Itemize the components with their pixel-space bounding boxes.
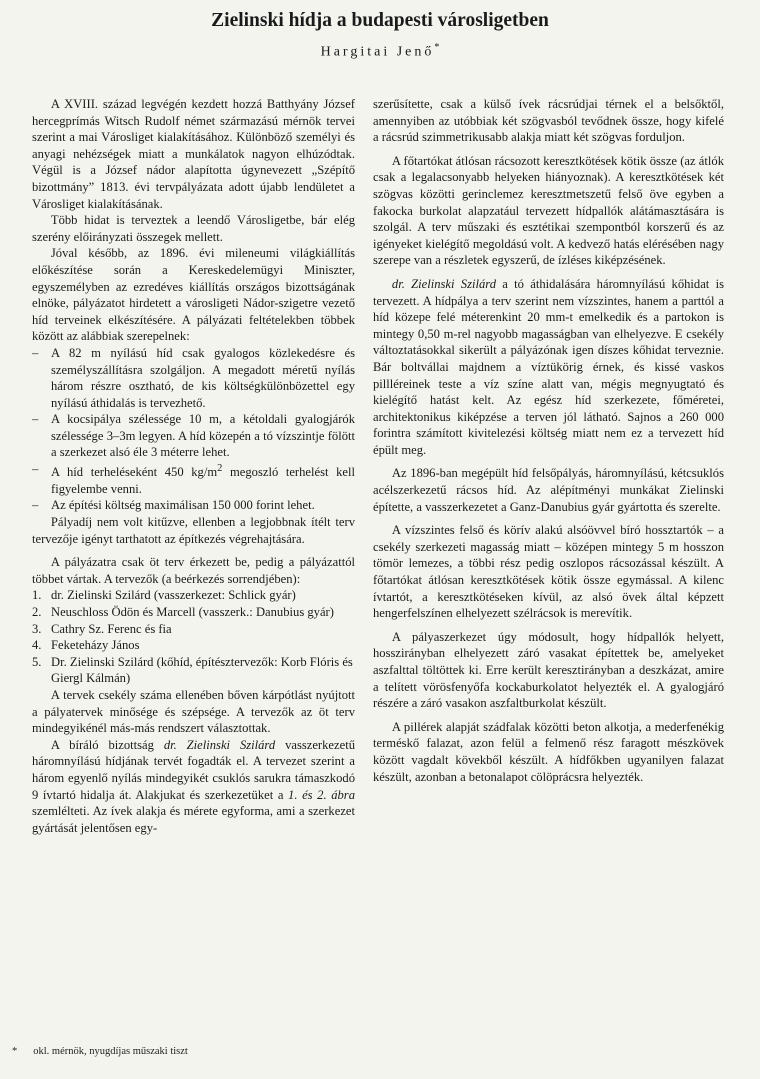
author-line bbox=[0, 42, 760, 61]
footnote bbox=[12, 1046, 188, 1057]
paragraph: A tervek csekély száma ellenében bőven kárpótlást nyújtott a pályatervek minősége és szépsége. A tervezők az öt terv mindegyikénél más-más rendszert választottak. bbox=[32, 687, 355, 736]
load-unit-exponent: 2 bbox=[217, 463, 223, 475]
paragraph: Az 1896-ban megépült híd felsőpályás, háromnyílású, kétcsuklós acélszerkezetű rácsos híd. Az alépítményi munkákat Zielinski építette, a vasszerkezetet a Ganz-Danubius gyár gyártotta és szerelte. bbox=[373, 466, 724, 514]
paragraph: Pályadíj nem volt kitűzve, ellenben a legjobbnak ítélt terv tervezője igényt tarthatott az építkezés végrehajtására. bbox=[32, 515, 355, 546]
entry-number: 5. bbox=[32, 654, 42, 669]
figure-reference: 1. és 2. ábra bbox=[288, 787, 355, 802]
list-item bbox=[32, 637, 355, 654]
entry-text: Feketeházy János bbox=[51, 638, 140, 653]
right-column bbox=[373, 96, 724, 785]
paragraph: A pályázatra csak öt terv érkezett be, pedig a pályázattól többet vártak. A tervezők (a beérkezés sorrendjében): bbox=[32, 555, 355, 586]
text-run: vasszerkezetű háromnyílású hídjának tervét fogadták el. A tervezet szerint a három egyenlő nyílás mindegyikét csuklós sarukra támaszkodó 9 ívtartó hidalja át. Alakjukat és szerkezetüket a bbox=[32, 737, 355, 802]
list-item bbox=[32, 461, 355, 497]
list-item bbox=[32, 587, 355, 604]
list-item bbox=[32, 621, 355, 638]
footnote-mark: * bbox=[12, 1046, 18, 1057]
paragraph: A vízszintes felső és körív alakú alsóövvel bíró hossztartók – a csekély szerkezeti magasság miatt – középen mintegy 5 m hosszon tömör lemezes, a többi rész pedig oszlopos rácsozással készült. A főtartókat átlósan keresztkötések kötik össze egymással. A kilenc ívtartót, a keresztkötéseken kívül, az alsó övek által képzett hengerfelszínen elhelyezett szélrácsok is merevítik. bbox=[373, 523, 724, 621]
text-run: a tó áthidalására háromnyílású kőhidat is tervezett. A hídpálya a terv szerint nem vízszintes, hanem a parttól a híd közepe felé méterenkint 20 mm-t emelkedik és a partokon is mintegy 0,50 m-rel nagyobb magasságban van elhelyezve. E csekély változtatásokkal sikerült a pályázónak igen díszes kőhidat terveznie. Bár boltvállai majdnem a víztükörig érnek, és kissé vaskos pillléreinek teste a víz színe alatt van, mégis megnyugtató és kielégítő hatást kelt. Az egész híd szerkezete, főméretei, architektonikus kiképzése a terven jól látható. Sajnos a 260 000 forintra számított kivitelezési költség miatt nem ez a tervezett híd épült meg. bbox=[373, 276, 724, 457]
load-text-pre: A híd terheléseként 450 kg/m bbox=[51, 465, 218, 480]
load-text-post: megoszló terhelést kell figyelembe venni. bbox=[51, 465, 355, 496]
paragraph bbox=[373, 276, 724, 459]
paragraph: A XVIII. század legvégén kezdett hozzá Batthyány József hercegprímás Witsch Rudolf német származású mérnök tervei szerint a mai Városliget kialakításához. Különböző személyi és anyagi nehézségek miatt a munkálatok nagyon elhúzódtak. Végül is a József nádor alapította úgynevezett „Szépítő bizottmány” 1813. évi tervpályázata adott újabb lendületet a Városliget kialakításának. bbox=[32, 97, 355, 211]
entry-text: Cathry Sz. Ferenc és fia bbox=[51, 621, 172, 636]
paragraph: Jóval később, az 1896. évi mileneumi világkiállítás előkészítése során a Kereskedelemügyi Miniszter, egyszemélyben az ezredéves kiállítás országos bizottságának elnöke, pályázatot hirdetett a városligeti Nádor-szigetre vezető híd terveinek elkészítésére. A pályázati feltételekben többek között az alábbiak szerepelnek: bbox=[32, 246, 355, 344]
article-title: Zielinski hídja a budapesti városligetben bbox=[211, 10, 549, 31]
list-item bbox=[32, 654, 355, 687]
entry-number: 2. bbox=[32, 605, 42, 619]
paragraph bbox=[32, 737, 355, 837]
entry-number: 1. bbox=[32, 588, 42, 603]
left-column bbox=[32, 96, 355, 836]
footnote-text: okl. mérnök, nyugdíjas műszaki tiszt bbox=[33, 1046, 188, 1057]
entry-text: Neuschloss Ödön és Marcell (vasszerk.: Danubius gyár) bbox=[51, 605, 334, 619]
author-footnote-mark: * bbox=[434, 42, 440, 53]
paragraph: A pályaszerkezet úgy módosult, hogy hídpallók helyett, hosszirányban elhelyezett záró vasakat építettek be, amelyeket aszfalttal töltöttek ki. Erre került keresztirányban a deszkázat, amire a telített vörösfenyőfa kockaburkolatot helyezték el. A gyalogjáró részére a záró vasakon aszfaltburkolat készült. bbox=[373, 629, 724, 711]
designer-name: dr. Zielinski Szilárd bbox=[391, 276, 497, 291]
text-run: szemlélteti. Az ívek alakja és mérete egyforma, ami a szerkezet gyártását jelentősen egy- bbox=[32, 804, 355, 835]
author-name: Hargitai Jenő bbox=[320, 44, 435, 60]
list-item: – Az építési költség maximálisan 150 000 forint lehet. bbox=[32, 497, 355, 514]
list-item: – A kocsipálya szélessége 10 m, a kétoldali gyalogjárók szélessége 3–3m legyen. A híd közepén a tó vízszintje fölött a szerkezet alsó éle 3 méterre lehet. bbox=[32, 411, 355, 461]
paragraph: A pillérek alapját szádfalak közötti beton alkotja, a mederfenékig terméskő falazat, azon felül a felmenő rész faragott mészkövek között vagdalt kövekből készült. A hídfőkben ugyanilyen falazat készült, azonban a betonalapot cölöprácsra helyezték. bbox=[373, 719, 724, 784]
paragraph: A főtartókat átlósan rácsozott keresztkötések kötik össze (az átlók csak a legalacsonyabb helyeken hiányoznak). A keresztkötések két szögvas közötti gerinclemez keresztmetszetű felső öve egyben a fakocka burkolat alapzatául tervezett hídpallók alátámasztására is szolgál. A terv műszaki és esztétikai szempontból korszerű és az igényeket kielégítő megoldású volt. A kedvező hatás elérésében nagy szerepe van a részletek egyszerű, de ízléses kiképzésének. bbox=[373, 153, 724, 268]
paragraph: szerűsítette, csak a külső ívek rácsrúdjai térnek el a belsőktől, amennyiben az utóbbiak két szögvasból tevődnek össze, hogy kifelé a rácsrúd szimmetrikusabb alakja miatt két szögvas forduljon. bbox=[373, 97, 724, 145]
paragraph: Több hidat is terveztek a leendő Városligetbe, bár elég szerény előirányzati összegek mellett. bbox=[32, 213, 355, 244]
entries-list bbox=[32, 587, 355, 687]
list-item bbox=[32, 604, 355, 621]
text-run: A bíráló bizottság bbox=[50, 737, 164, 752]
entry-number: 4. bbox=[32, 638, 42, 653]
entry-number: 3. bbox=[32, 621, 42, 636]
entry-text: dr. Zielinski Szilárd (vasszerkezet: Schlick gyár) bbox=[51, 588, 296, 603]
entry-text: Dr. Zielinski Szilárd (kőhíd, építésztervezők: Korb Flóris és Giergl Kálmán) bbox=[51, 654, 353, 686]
designer-name: dr. Zielinski Szilárd bbox=[163, 737, 276, 752]
conditions-list bbox=[32, 345, 355, 514]
list-item: – A 82 m nyílású híd csak gyalogos közlekedésre és személyszállításra szolgáljon. A megadott méretű nyílás három részre osztható, de kis költségkülönbözettel egy nyílású áthidalás is tervezhető. bbox=[32, 345, 355, 411]
